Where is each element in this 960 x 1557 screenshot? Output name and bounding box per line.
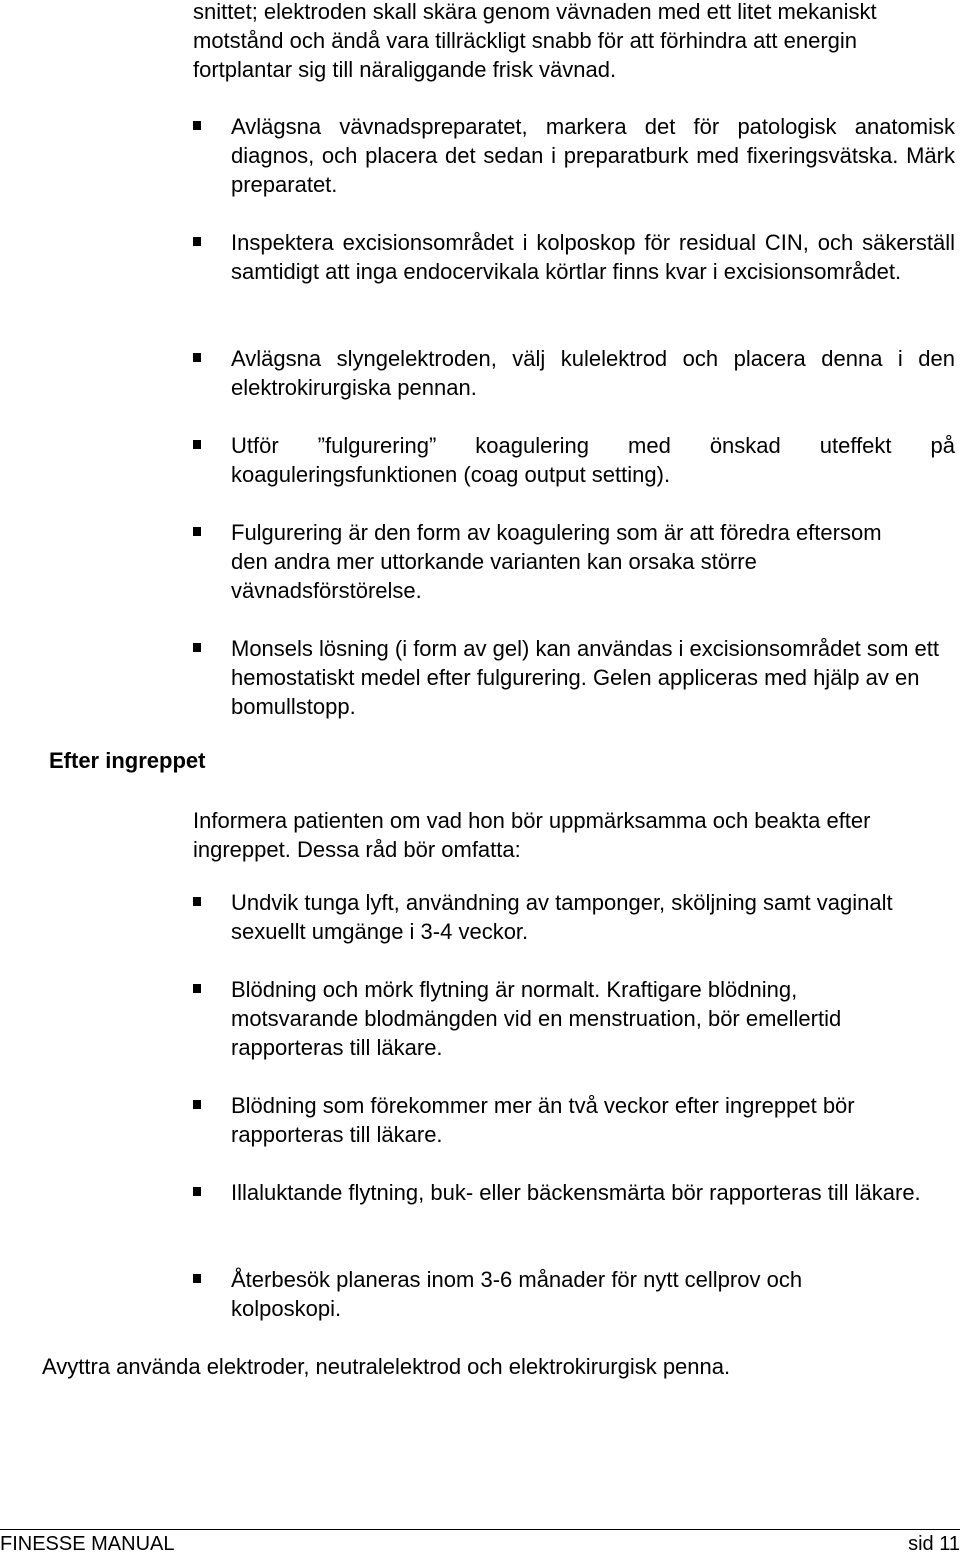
bullet-square-icon — [193, 121, 201, 130]
list-item — [193, 1178, 938, 1207]
list-item-text: Blödning och mörk flytning är normalt. Kraftigare blödning, motsvarande blodmängden vid en menstruation, bör emellertid rapporteras till läkare. — [231, 977, 842, 1060]
bullet-square-icon — [193, 440, 201, 449]
list-item — [193, 634, 959, 721]
list-item — [193, 228, 955, 286]
list-item — [193, 112, 955, 199]
footer-divider — [0, 1529, 960, 1530]
list-item — [193, 975, 913, 1062]
page-number: sid 11 — [908, 1533, 960, 1555]
bullet-square-icon — [193, 984, 201, 993]
list-item-text: Monsels lösning (i form av gel) kan användas i excisionsområdet som ett hemostatiskt medel efter fulgurering. Gelen appliceras med hjälp av en bomullstopp. — [231, 636, 939, 719]
list-item-text: Illaluktande flytning, buk- eller bäckensmärta bör rapporteras till läkare. — [231, 1180, 921, 1205]
list-item — [193, 344, 955, 402]
section-heading: Efter ingreppet — [49, 748, 206, 773]
list-item-text: Blödning som förekommer mer än två veckor efter ingreppet bör rapporteras till läkare. — [231, 1093, 855, 1147]
bullet-square-icon — [193, 643, 201, 652]
list-item — [193, 431, 955, 489]
bullet-square-icon — [193, 1100, 201, 1109]
list-item — [193, 888, 913, 946]
closing-paragraph: Avyttra använda elektroder, neutralelektrod och elektrokirurgisk penna. — [42, 1354, 731, 1379]
list-item — [193, 518, 913, 605]
bullet-square-icon — [193, 353, 201, 362]
list-item — [193, 1091, 957, 1149]
list-item — [193, 1265, 913, 1323]
list-item-text: Undvik tunga lyft, användning av tamponger, sköljning samt vaginalt sexuellt umgänge i 3-4 veckor. — [231, 890, 893, 944]
list-item-text: Utför ”fulgurering” koagulering med önskad uteffekt på koaguleringsfunktionen (coag output setting). — [231, 433, 955, 487]
footer-title: FINESSE MANUAL — [0, 1533, 175, 1555]
list-item-text: Avlägsna vävnadspreparatet, markera det för patologisk anatomisk diagnos, och placera det sedan i preparatburk med fixeringsvätska. Märk preparatet. — [231, 114, 955, 197]
intro-paragraph: snittet; elektroden skall skära genom vävnaden med ett litet mekaniskt motstånd och ändå vara tillräckligt snabb för att förhindra att energin fortplantar sig till näraliggande frisk vävnad. — [193, 0, 877, 82]
after-intro-paragraph: Informera patienten om vad hon bör uppmärksamma och beakta efter ingreppet. Dessa råd bör omfatta: — [193, 808, 871, 862]
bullet-square-icon — [193, 237, 201, 246]
bullet-square-icon — [193, 897, 201, 906]
list-item-text: Fulgurering är den form av koagulering som är att föredra eftersom den andra mer uttorkande varianten kan orsaka större vävnadsförstörelse. — [231, 520, 882, 603]
bullet-square-icon — [193, 1187, 201, 1196]
bullet-square-icon — [193, 527, 201, 536]
bullet-square-icon — [193, 1274, 201, 1283]
list-item-text: Avlägsna slyngelektroden, välj kulelektrod och placera denna i den elektrokirurgiska pennan. — [231, 346, 955, 400]
list-item-text: Återbesök planeras inom 3-6 månader för nytt cellprov och kolposkopi. — [231, 1267, 803, 1321]
list-item-text: Inspektera excisionsområdet i kolposkop för residual CIN, och säkerställ samtidigt att inga endocervikala körtlar finns kvar i excisionsområdet. — [231, 230, 955, 284]
